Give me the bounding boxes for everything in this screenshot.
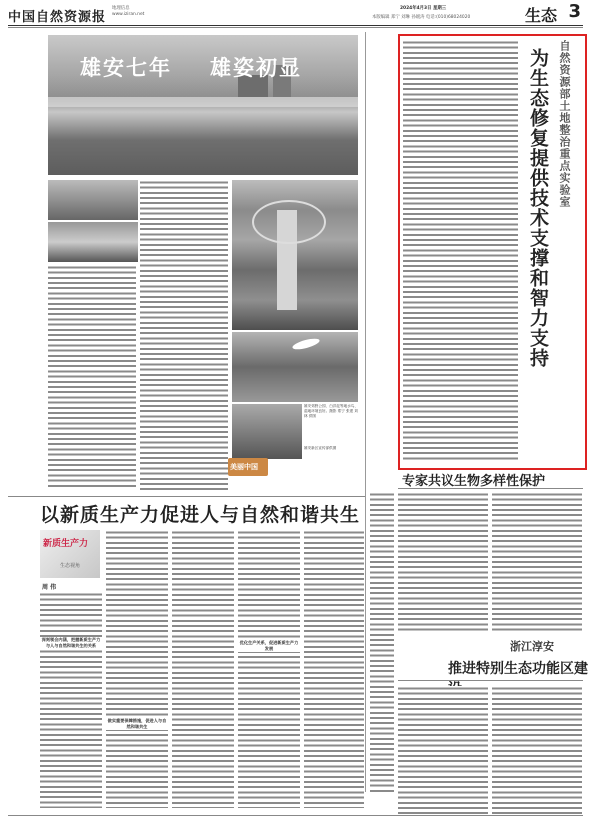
issue-date: 2024年4月3日 星期三 bbox=[400, 6, 447, 11]
lab-article-kicker: 自然资源部土地整治重点实验室 bbox=[558, 40, 571, 208]
newspaper-name: 中国自然资源报 bbox=[8, 10, 107, 25]
page-number: 3 bbox=[568, 1, 581, 22]
beautiful-china-badge bbox=[228, 458, 268, 476]
masthead-rule bbox=[8, 25, 583, 26]
main-text-col1 bbox=[40, 592, 102, 808]
main-article-author: 周 伟 bbox=[42, 584, 57, 591]
beautiful-china-label: 美丽中国 bbox=[230, 462, 258, 471]
chunan-headline: 推进特别生态功能区建 bbox=[448, 661, 588, 677]
subhead-2: 做实重要保障措施，促进人与自然和谐共生 bbox=[107, 718, 167, 729]
main-text-col4 bbox=[238, 530, 300, 808]
new-productivity-badge bbox=[40, 530, 100, 578]
feature-text-col1 bbox=[48, 265, 136, 490]
biodiversity-headline: 专家共议生物多样性保护 bbox=[402, 474, 546, 489]
editor-line: 本版编辑 郑宁 刘琳 孙媛涛 电话:(010)68024020 bbox=[372, 15, 471, 20]
biodiversity-text-col2 bbox=[492, 492, 582, 632]
biodiversity-rule bbox=[398, 488, 583, 489]
badge-subtitle: 生态视角 bbox=[60, 563, 81, 569]
chunan-kicker: 浙江淳安 bbox=[510, 640, 554, 653]
photo-road-aerial bbox=[232, 180, 358, 330]
main-article-top-rule bbox=[8, 496, 365, 497]
page-bottom-rule bbox=[8, 815, 583, 816]
chunan-text-col2 bbox=[492, 686, 582, 814]
biodiversity-text-col1 bbox=[398, 492, 488, 632]
chunan-rule bbox=[398, 680, 583, 681]
lab-article-text bbox=[403, 40, 518, 460]
site-url[interactable]: www.iziran.net bbox=[112, 12, 145, 17]
photo-lotus bbox=[232, 404, 302, 459]
feature-title-part2: 雄姿初显 bbox=[210, 55, 302, 80]
main-article-overflow-col bbox=[370, 492, 394, 792]
photo-credit: 雄安新区宣传部供图 bbox=[304, 446, 337, 450]
feature-title-part1: 雄安七年 bbox=[80, 55, 172, 80]
site-label: 地理信息 bbox=[112, 6, 130, 11]
photo-bird-lake bbox=[232, 332, 358, 402]
section-title: 生态 bbox=[524, 6, 557, 25]
photo-wetland-1 bbox=[48, 180, 138, 220]
lab-article-headline: 为生态修复提供技术支撑和智力支持 bbox=[527, 48, 549, 368]
column-divider bbox=[365, 32, 366, 792]
main-text-col5 bbox=[304, 530, 364, 808]
chunan-text-col1 bbox=[398, 686, 488, 814]
photo-wetland-2 bbox=[48, 222, 138, 262]
main-article-headline: 以新质生产力促进人与自然和谐共生 bbox=[40, 504, 361, 526]
subhead-3: 优化生产关系，促进新质生产力发展 bbox=[239, 640, 299, 651]
masthead-rule-thin bbox=[8, 27, 583, 28]
photo-caption: 雄安郊野公园、白洋淀等地水鸟、湿地环境良好。摄影 郑宁 张建 刘林 供图 bbox=[304, 404, 358, 419]
main-text-col2 bbox=[106, 530, 168, 808]
main-text-col3 bbox=[172, 530, 234, 808]
feature-text-col2 bbox=[140, 180, 228, 490]
badge-title: 新质生产力 bbox=[43, 539, 89, 549]
subhead-1: 深刻领会内涵，把握新质生产力与人与自然和谐共生的关系 bbox=[41, 637, 101, 648]
